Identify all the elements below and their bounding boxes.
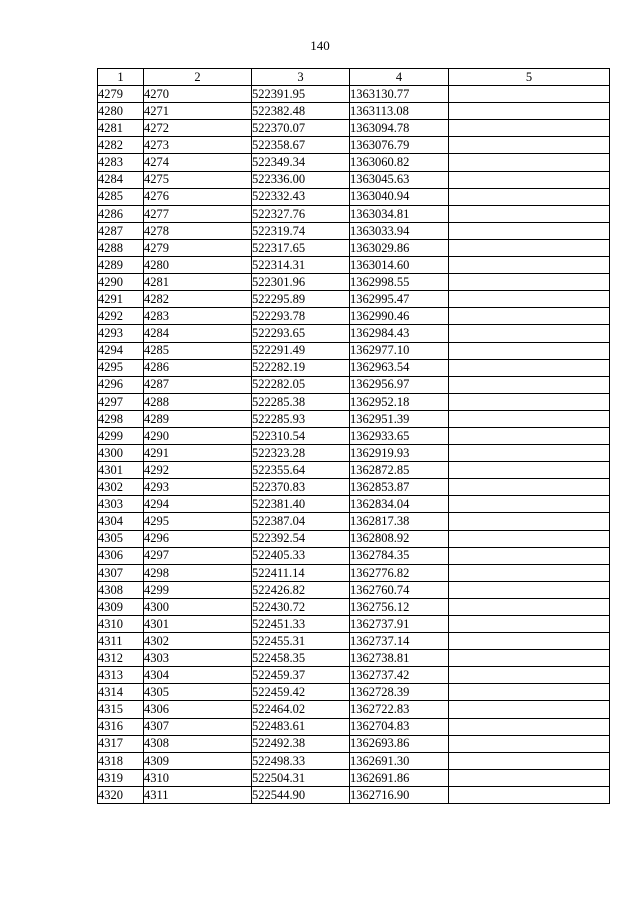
cell-y-coordinate: 1363029.86 <box>350 239 449 256</box>
cell-x-coordinate: 522323.28 <box>252 445 350 462</box>
table-row <box>98 786 610 803</box>
cell-point-number: 4310 <box>98 616 144 633</box>
cell-y-coordinate: 1363033.94 <box>350 222 449 239</box>
cell-point-number: 4303 <box>98 496 144 513</box>
cell-point-number: 4294 <box>98 342 144 359</box>
table-row <box>98 205 610 222</box>
coordinates-table <box>97 68 610 804</box>
table-row <box>98 257 610 274</box>
cell-point-number: 4298 <box>98 410 144 427</box>
cell-x-coordinate: 522504.31 <box>252 769 350 786</box>
cell-index: 4280 <box>144 257 252 274</box>
cell-note <box>449 547 610 564</box>
cell-x-coordinate: 522301.96 <box>252 274 350 291</box>
column-header-5: 5 <box>449 69 610 86</box>
table-row <box>98 376 610 393</box>
cell-point-number: 4288 <box>98 239 144 256</box>
cell-point-number: 4283 <box>98 154 144 171</box>
table-row <box>98 496 610 513</box>
cell-index: 4285 <box>144 342 252 359</box>
cell-note <box>449 564 610 581</box>
cell-note <box>449 667 610 684</box>
table-row <box>98 616 610 633</box>
table-row <box>98 445 610 462</box>
table-row <box>98 308 610 325</box>
cell-y-coordinate: 1362963.54 <box>350 359 449 376</box>
table-row <box>98 752 610 769</box>
cell-index: 4281 <box>144 274 252 291</box>
cell-point-number: 4286 <box>98 205 144 222</box>
cell-index: 4297 <box>144 547 252 564</box>
table-header-row <box>98 69 610 86</box>
cell-point-number: 4281 <box>98 120 144 137</box>
table-row <box>98 513 610 530</box>
cell-point-number: 4299 <box>98 427 144 444</box>
table-row <box>98 684 610 701</box>
cell-index: 4296 <box>144 530 252 547</box>
cell-x-coordinate: 522459.42 <box>252 684 350 701</box>
cell-y-coordinate: 1363113.08 <box>350 103 449 120</box>
cell-note <box>449 701 610 718</box>
cell-note <box>449 342 610 359</box>
cell-note <box>449 188 610 205</box>
cell-note <box>449 171 610 188</box>
cell-index: 4293 <box>144 479 252 496</box>
cell-index: 4300 <box>144 598 252 615</box>
cell-index: 4271 <box>144 103 252 120</box>
cell-note <box>449 735 610 752</box>
cell-y-coordinate: 1362956.97 <box>350 376 449 393</box>
cell-note <box>449 86 610 103</box>
cell-note <box>449 769 610 786</box>
cell-x-coordinate: 522291.49 <box>252 342 350 359</box>
cell-y-coordinate: 1362776.82 <box>350 564 449 581</box>
table-row <box>98 633 610 650</box>
table-row <box>98 547 610 564</box>
cell-note <box>449 598 610 615</box>
cell-x-coordinate: 522544.90 <box>252 786 350 803</box>
cell-y-coordinate: 1362691.86 <box>350 769 449 786</box>
cell-point-number: 4320 <box>98 786 144 803</box>
cell-x-coordinate: 522464.02 <box>252 701 350 718</box>
table-row <box>98 410 610 427</box>
cell-x-coordinate: 522458.35 <box>252 650 350 667</box>
cell-x-coordinate: 522293.78 <box>252 308 350 325</box>
cell-y-coordinate: 1362756.12 <box>350 598 449 615</box>
table-row <box>98 274 610 291</box>
cell-x-coordinate: 522327.76 <box>252 205 350 222</box>
cell-index: 4270 <box>144 86 252 103</box>
column-header-4: 4 <box>350 69 449 86</box>
table-row <box>98 598 610 615</box>
cell-point-number: 4284 <box>98 171 144 188</box>
table-row <box>98 222 610 239</box>
cell-x-coordinate: 522370.83 <box>252 479 350 496</box>
table-row <box>98 427 610 444</box>
cell-index: 4298 <box>144 564 252 581</box>
cell-y-coordinate: 1362990.46 <box>350 308 449 325</box>
table-row <box>98 120 610 137</box>
cell-point-number: 4318 <box>98 752 144 769</box>
cell-point-number: 4279 <box>98 86 144 103</box>
cell-y-coordinate: 1363060.82 <box>350 154 449 171</box>
cell-x-coordinate: 522459.37 <box>252 667 350 684</box>
cell-index: 4277 <box>144 205 252 222</box>
cell-note <box>449 718 610 735</box>
cell-y-coordinate: 1362998.55 <box>350 274 449 291</box>
cell-y-coordinate: 1362693.86 <box>350 735 449 752</box>
cell-index: 4287 <box>144 376 252 393</box>
table-row <box>98 701 610 718</box>
cell-point-number: 4296 <box>98 376 144 393</box>
cell-x-coordinate: 522411.14 <box>252 564 350 581</box>
cell-note <box>449 513 610 530</box>
cell-x-coordinate: 522381.40 <box>252 496 350 513</box>
cell-x-coordinate: 522295.89 <box>252 291 350 308</box>
cell-y-coordinate: 1362808.92 <box>350 530 449 547</box>
cell-point-number: 4292 <box>98 308 144 325</box>
cell-index: 4284 <box>144 325 252 342</box>
cell-point-number: 4285 <box>98 188 144 205</box>
cell-index: 4290 <box>144 427 252 444</box>
cell-y-coordinate: 1362691.30 <box>350 752 449 769</box>
cell-index: 4302 <box>144 633 252 650</box>
cell-note <box>449 684 610 701</box>
cell-x-coordinate: 522392.54 <box>252 530 350 547</box>
cell-index: 4278 <box>144 222 252 239</box>
cell-x-coordinate: 522336.00 <box>252 171 350 188</box>
table-row <box>98 667 610 684</box>
cell-point-number: 4291 <box>98 291 144 308</box>
cell-note <box>449 410 610 427</box>
cell-y-coordinate: 1362784.35 <box>350 547 449 564</box>
cell-y-coordinate: 1363045.63 <box>350 171 449 188</box>
table-row <box>98 154 610 171</box>
cell-x-coordinate: 522282.19 <box>252 359 350 376</box>
cell-note <box>449 205 610 222</box>
table-row <box>98 530 610 547</box>
cell-index: 4311 <box>144 786 252 803</box>
cell-point-number: 4317 <box>98 735 144 752</box>
cell-index: 4274 <box>144 154 252 171</box>
table-row <box>98 86 610 103</box>
table-row <box>98 171 610 188</box>
cell-y-coordinate: 1362704.83 <box>350 718 449 735</box>
cell-x-coordinate: 522349.34 <box>252 154 350 171</box>
cell-y-coordinate: 1362984.43 <box>350 325 449 342</box>
cell-point-number: 4311 <box>98 633 144 650</box>
cell-index: 4292 <box>144 462 252 479</box>
cell-x-coordinate: 522483.61 <box>252 718 350 735</box>
cell-y-coordinate: 1362952.18 <box>350 393 449 410</box>
cell-point-number: 4293 <box>98 325 144 342</box>
cell-note <box>449 633 610 650</box>
cell-point-number: 4290 <box>98 274 144 291</box>
cell-note <box>449 650 610 667</box>
cell-y-coordinate: 1363094.78 <box>350 120 449 137</box>
cell-point-number: 4308 <box>98 581 144 598</box>
cell-point-number: 4300 <box>98 445 144 462</box>
cell-note <box>449 154 610 171</box>
cell-x-coordinate: 522382.48 <box>252 103 350 120</box>
table-row <box>98 564 610 581</box>
table-row <box>98 325 610 342</box>
cell-x-coordinate: 522451.33 <box>252 616 350 633</box>
cell-note <box>449 393 610 410</box>
table-row <box>98 462 610 479</box>
cell-y-coordinate: 1362817.38 <box>350 513 449 530</box>
cell-note <box>449 462 610 479</box>
cell-y-coordinate: 1363040.94 <box>350 188 449 205</box>
cell-index: 4305 <box>144 684 252 701</box>
cell-y-coordinate: 1362872.85 <box>350 462 449 479</box>
cell-point-number: 4297 <box>98 393 144 410</box>
cell-note <box>449 479 610 496</box>
table-row <box>98 137 610 154</box>
cell-note <box>449 445 610 462</box>
cell-y-coordinate: 1362737.91 <box>350 616 449 633</box>
cell-index: 4291 <box>144 445 252 462</box>
cell-note <box>449 427 610 444</box>
cell-y-coordinate: 1362760.74 <box>350 581 449 598</box>
cell-point-number: 4305 <box>98 530 144 547</box>
cell-note <box>449 325 610 342</box>
cell-y-coordinate: 1363076.79 <box>350 137 449 154</box>
cell-note <box>449 239 610 256</box>
cell-point-number: 4314 <box>98 684 144 701</box>
cell-note <box>449 274 610 291</box>
cell-y-coordinate: 1363014.60 <box>350 257 449 274</box>
cell-index: 4301 <box>144 616 252 633</box>
cell-point-number: 4315 <box>98 701 144 718</box>
cell-note <box>449 581 610 598</box>
cell-point-number: 4309 <box>98 598 144 615</box>
table-body <box>98 86 610 804</box>
table-row <box>98 479 610 496</box>
cell-y-coordinate: 1362933.65 <box>350 427 449 444</box>
cell-point-number: 4287 <box>98 222 144 239</box>
cell-index: 4306 <box>144 701 252 718</box>
cell-x-coordinate: 522391.95 <box>252 86 350 103</box>
cell-point-number: 4289 <box>98 257 144 274</box>
cell-index: 4303 <box>144 650 252 667</box>
cell-y-coordinate: 1363034.81 <box>350 205 449 222</box>
table-row <box>98 359 610 376</box>
cell-y-coordinate: 1362737.14 <box>350 633 449 650</box>
cell-note <box>449 257 610 274</box>
cell-point-number: 4282 <box>98 137 144 154</box>
cell-x-coordinate: 522282.05 <box>252 376 350 393</box>
cell-y-coordinate: 1362834.04 <box>350 496 449 513</box>
cell-note <box>449 308 610 325</box>
cell-index: 4308 <box>144 735 252 752</box>
cell-note <box>449 222 610 239</box>
cell-x-coordinate: 522285.93 <box>252 410 350 427</box>
cell-index: 4286 <box>144 359 252 376</box>
cell-x-coordinate: 522498.33 <box>252 752 350 769</box>
table-row <box>98 769 610 786</box>
cell-point-number: 4307 <box>98 564 144 581</box>
cell-note <box>449 752 610 769</box>
table-row <box>98 718 610 735</box>
cell-y-coordinate: 1362728.39 <box>350 684 449 701</box>
table-row <box>98 103 610 120</box>
cell-y-coordinate: 1362919.93 <box>350 445 449 462</box>
cell-point-number: 4301 <box>98 462 144 479</box>
cell-x-coordinate: 522358.67 <box>252 137 350 154</box>
cell-x-coordinate: 522387.04 <box>252 513 350 530</box>
table-row <box>98 735 610 752</box>
table-row <box>98 650 610 667</box>
column-header-1: 1 <box>98 69 144 86</box>
cell-point-number: 4312 <box>98 650 144 667</box>
cell-note <box>449 291 610 308</box>
cell-note <box>449 530 610 547</box>
cell-point-number: 4306 <box>98 547 144 564</box>
cell-index: 4299 <box>144 581 252 598</box>
cell-point-number: 4304 <box>98 513 144 530</box>
cell-x-coordinate: 522455.31 <box>252 633 350 650</box>
cell-x-coordinate: 522310.54 <box>252 427 350 444</box>
cell-note <box>449 120 610 137</box>
table-row <box>98 291 610 308</box>
cell-x-coordinate: 522332.43 <box>252 188 350 205</box>
table-row <box>98 581 610 598</box>
cell-index: 4273 <box>144 137 252 154</box>
cell-index: 4276 <box>144 188 252 205</box>
cell-index: 4304 <box>144 667 252 684</box>
cell-index: 4288 <box>144 393 252 410</box>
cell-point-number: 4295 <box>98 359 144 376</box>
cell-x-coordinate: 522426.82 <box>252 581 350 598</box>
cell-point-number: 4302 <box>98 479 144 496</box>
cell-x-coordinate: 522430.72 <box>252 598 350 615</box>
cell-x-coordinate: 522319.74 <box>252 222 350 239</box>
cell-y-coordinate: 1362716.90 <box>350 786 449 803</box>
cell-y-coordinate: 1362995.47 <box>350 291 449 308</box>
table-row <box>98 393 610 410</box>
column-header-2: 2 <box>144 69 252 86</box>
cell-index: 4310 <box>144 769 252 786</box>
cell-note <box>449 359 610 376</box>
cell-y-coordinate: 1362737.42 <box>350 667 449 684</box>
cell-point-number: 4313 <box>98 667 144 684</box>
cell-index: 4279 <box>144 239 252 256</box>
cell-x-coordinate: 522405.33 <box>252 547 350 564</box>
cell-y-coordinate: 1363130.77 <box>350 86 449 103</box>
column-header-3: 3 <box>252 69 350 86</box>
cell-x-coordinate: 522293.65 <box>252 325 350 342</box>
cell-index: 4295 <box>144 513 252 530</box>
cell-index: 4275 <box>144 171 252 188</box>
cell-x-coordinate: 522314.31 <box>252 257 350 274</box>
table-row <box>98 239 610 256</box>
cell-index: 4282 <box>144 291 252 308</box>
cell-y-coordinate: 1362977.10 <box>350 342 449 359</box>
cell-point-number: 4319 <box>98 769 144 786</box>
cell-note <box>449 496 610 513</box>
cell-index: 4272 <box>144 120 252 137</box>
cell-y-coordinate: 1362951.39 <box>350 410 449 427</box>
table-row <box>98 188 610 205</box>
cell-point-number: 4280 <box>98 103 144 120</box>
cell-y-coordinate: 1362853.87 <box>350 479 449 496</box>
page-number: 140 <box>310 38 330 53</box>
cell-x-coordinate: 522317.65 <box>252 239 350 256</box>
cell-y-coordinate: 1362738.81 <box>350 650 449 667</box>
cell-note <box>449 137 610 154</box>
cell-note <box>449 786 610 803</box>
cell-index: 4283 <box>144 308 252 325</box>
cell-x-coordinate: 522355.64 <box>252 462 350 479</box>
cell-x-coordinate: 522370.07 <box>252 120 350 137</box>
table-row <box>98 342 610 359</box>
cell-y-coordinate: 1362722.83 <box>350 701 449 718</box>
cell-index: 4309 <box>144 752 252 769</box>
cell-point-number: 4316 <box>98 718 144 735</box>
cell-x-coordinate: 522492.38 <box>252 735 350 752</box>
cell-index: 4294 <box>144 496 252 513</box>
cell-note <box>449 616 610 633</box>
cell-index: 4289 <box>144 410 252 427</box>
cell-index: 4307 <box>144 718 252 735</box>
cell-x-coordinate: 522285.38 <box>252 393 350 410</box>
cell-note <box>449 103 610 120</box>
cell-note <box>449 376 610 393</box>
